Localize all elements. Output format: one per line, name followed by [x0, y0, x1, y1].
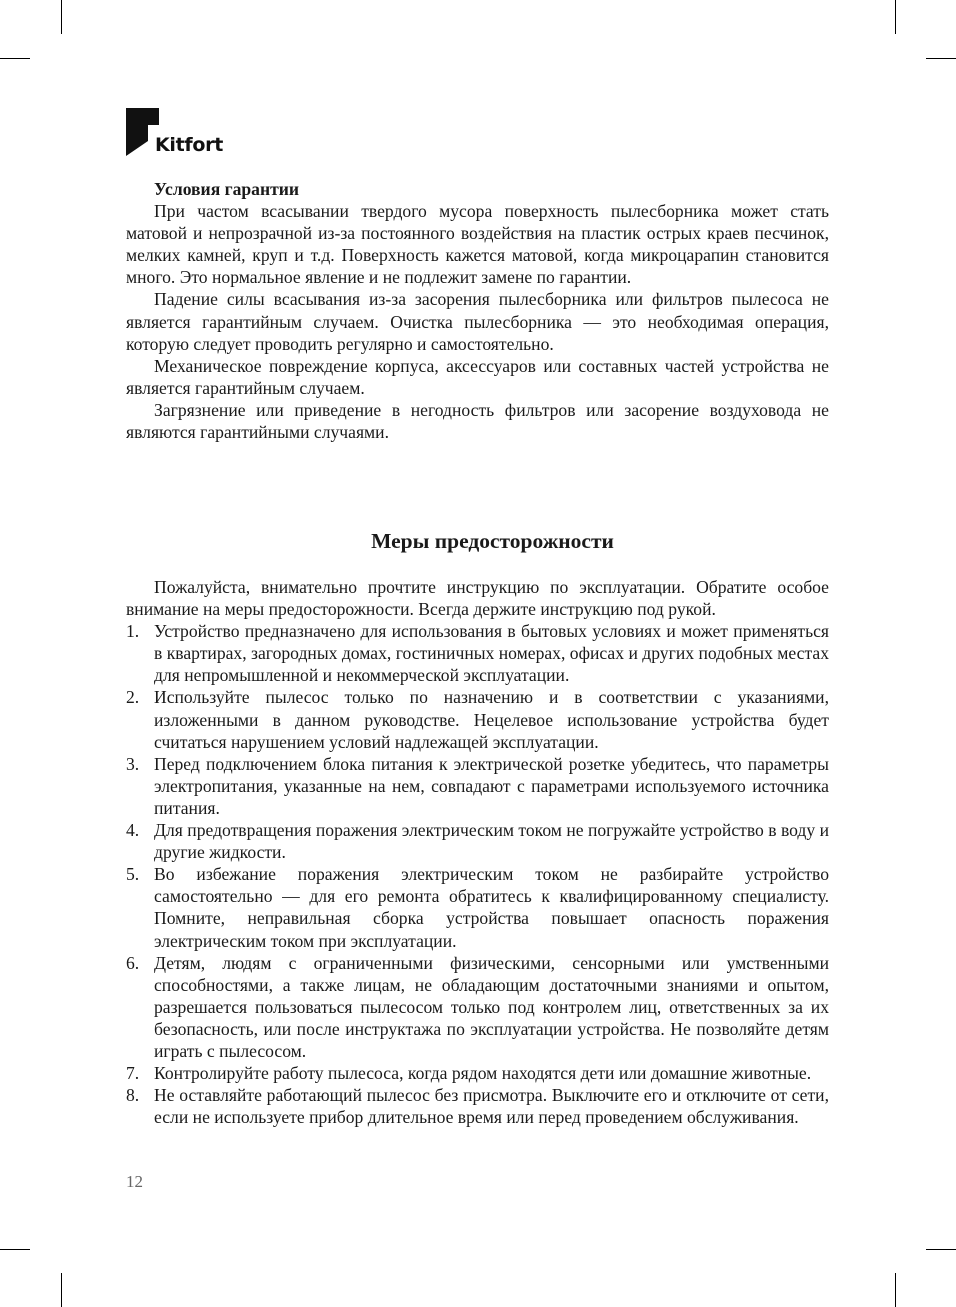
crop-mark	[0, 58, 30, 59]
list-item	[126, 620, 829, 686]
list-item	[126, 1084, 829, 1128]
safety-list	[126, 620, 829, 1128]
crop-mark	[61, 1273, 62, 1307]
page-number: 12	[126, 1172, 143, 1191]
item-number: 5.	[126, 864, 140, 885]
warranty-paragraph: Падение силы всасывания из-за засорения пылесборника или фильтров пылесоса не является гарантийным случаем. Очистка пылесборника — это необходимая операция, которую следует проводить регулярно и самостоятельно.	[126, 289, 829, 354]
safety-intro: Пожалуйста, внимательно прочтите инструкцию по эксплуатации. Обратите особое внимание на меры предосторожности. Всегда держите инструкцию под рукой.	[126, 577, 829, 620]
item-text: Перед подключением блока питания к электрической розетке убедитесь, что параметры электропитания, указанные на нем, совпадают с параметрами используемого источника питания.	[154, 753, 829, 818]
warranty-section	[126, 178, 829, 443]
item-text: Детям, людям с ограниченными физическими, сенсорными или умственными способностями, а также лицам, не обладающим достаточными знаниями и опытом, разрешается пользоваться пылесосом только под контролем лиц, ответственных за их безопасность, или после инструктажа по эксплуатации устройства. Не позволяйте детям играть с пылесосом.	[154, 952, 829, 1061]
crop-mark	[895, 1273, 896, 1307]
list-item	[126, 952, 829, 1062]
brand-logo	[126, 108, 246, 158]
item-text: Не оставляйте работающий пылесос без присмотра. Выключите его и отключите от сети, если не используете прибор длительное время или перед проведением обслуживания.	[154, 1085, 829, 1128]
item-text: Контролируйте работу пылесоса, когда рядом находятся дети или домашние животные.	[154, 1063, 812, 1084]
crop-mark	[926, 58, 956, 59]
item-text: Для предотвращения поражения электрическим током не погружайте устройство в воду и другие жидкости.	[154, 820, 829, 863]
list-item	[126, 686, 829, 752]
item-number: 8.	[126, 1085, 140, 1106]
item-number: 7.	[126, 1063, 140, 1084]
crop-mark	[0, 1249, 30, 1250]
brand-name: Kitfort	[155, 134, 223, 156]
safety-section	[126, 576, 829, 1128]
crop-mark	[926, 1249, 956, 1250]
item-text: Используйте пылесос только по назначению и в соответствии с указаниями, изложенными в данном руководстве. Нецелевое использование устройства будет считаться нарушением условий надлежащей эксплуатации.	[154, 687, 829, 752]
section-title: Меры предосторожности	[371, 529, 614, 553]
crop-mark	[895, 0, 896, 34]
item-number: 6.	[126, 952, 140, 973]
warranty-heading: Условия гарантии	[154, 179, 300, 199]
item-number: 3.	[126, 753, 140, 774]
item-number: 4.	[126, 820, 140, 841]
list-item	[126, 819, 829, 863]
warranty-paragraph: Механическое повреждение корпуса, аксессуаров или составных частей устройства не является гарантийным случаем.	[126, 355, 829, 398]
warranty-paragraph: При частом всасывании твердого мусора поверхность пылесборника может стать матовой и непрозрачной из-за постоянного воздействия на пластик острых краев песчинок, мелких камней, круп и т.д. Поверхность кажется матовой, когда микроцарапин становится много. Это нормальное явление и не подлежит замене по гарантии.	[126, 201, 829, 288]
list-item	[126, 1062, 829, 1084]
warranty-paragraph: Загрязнение или приведение в негодность фильтров или засорение воздуховода не являются гарантийными случаями.	[126, 399, 829, 443]
item-text: Устройство предназначено для использования в бытовых условиях и может применяться в квартирах, загородных домах, гостиничных номерах, офисах и других подобных местах для непромышленной и некоммерческой эксплуатации.	[154, 621, 829, 686]
item-number: 2.	[126, 687, 140, 708]
list-item	[126, 863, 829, 951]
crop-mark	[61, 0, 62, 34]
item-text: Во избежание поражения электрическим током не разбирайте устройство самостоятельно — для его ремонта обратитесь к квалифицированному специалисту. Помните, неправильная сборка устройства повышает опасность поражения электрическим током при эксплуатации.	[154, 864, 829, 951]
list-item	[126, 753, 829, 819]
item-number: 1.	[126, 621, 140, 642]
